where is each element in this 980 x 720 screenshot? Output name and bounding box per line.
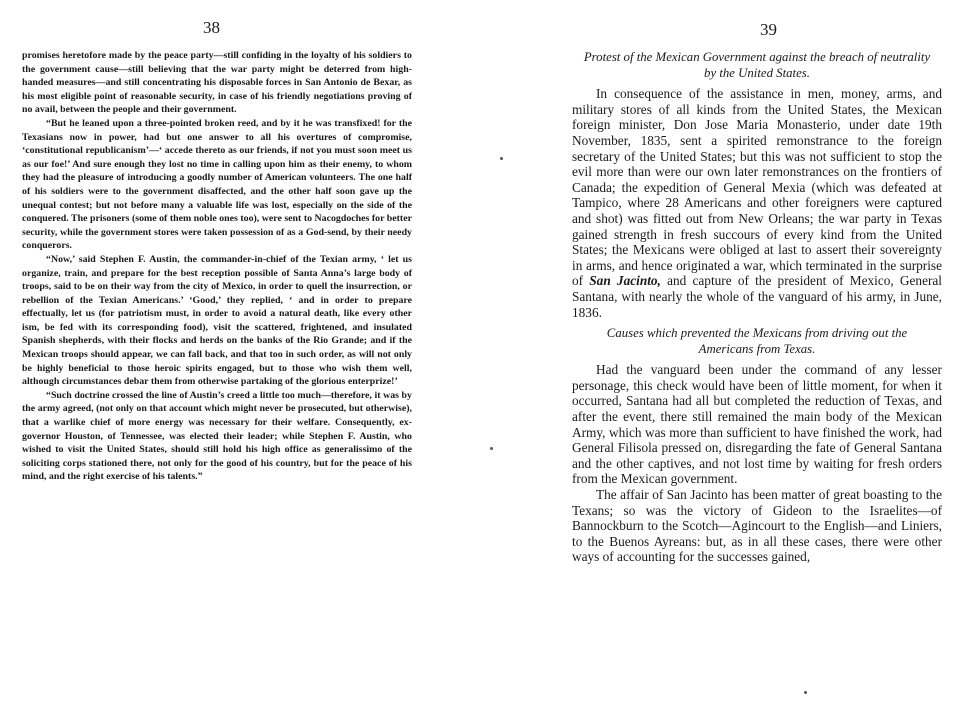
left-page-text — [22, 49, 412, 484]
scan-speck — [500, 157, 503, 160]
paragraph-left-4: “Such doctrine crossed the line of Austin’s creed a little too much—therefore, it was by the army agreed, (not only on that account which might never be prosecuted, but otherwise), that a warlike chief of more energy was necessary for their welfare. Consequently, ex-governor Houston, of Tennessee, was elected their leader; while Stephen F. Austin, who wished to visit the United States, should still hold his high office as generalissimo of the soliciting corps stationed there, not only for the good of his country, but for the peace of his mind, and the right exercise of his talents.” — [22, 389, 412, 483]
paragraph-right-1-text: In consequence of the assistance in men, money, arms, and military stores of all kinds from the United States, the Mexican foreign minister, Don Jose Maria Monasterio, under date 19th November, 1835, sent a spirited remonstrance to the foreign secretary of the United States; but this was not sufficient to stop the evil more than were our own later remonstrances on the frontiers of Canada; the expedition of General Mexia (which was defeated at Tampico, where 28 Americans and other foreigners were captured and shot) was fitted out from New Orleans; the war party in Texas gained strength in fresh succours of every kind from the United States; the Mexicans were obliged at last to assert their sovereignty in arms, and hence originated a war, which terminated in the surprise of — [572, 86, 942, 289]
scan-speck — [490, 447, 493, 450]
page-number-left: 38 — [203, 18, 220, 37]
paragraph-left-2: “But he leaned upon a three-pointed broken reed, and by it he was transfixed! for the Texasians now in power, had but one answer to all his overtures of compromise, ‘constitutional republicanism’—‘ accede thereto as our friends, if not you must soon meet us as our foe!’ And sure enough they lost no time in calling upon him as their enemy, to whom they had the pleasure of introducing a goodly number of American volunteers. The one half of his soldiers were to the government disaffected, and the other half soon gave up the unequal contest; but not before many a valuable life was lost, especially on the side of the conquered. The prisoners (some of them noble ones too), were sent to Nacogdoches for better security, while the government stores were taken possession of as a God-send, by their needy conquerors. — [22, 117, 412, 252]
page-number-right: 39 — [760, 20, 777, 39]
right-page-text — [572, 50, 942, 565]
paragraph-right-2: Had the vanguard been under the command of any lesser personage, this check would have been of little moment, for when it occurred, Santana had all but completed the reduction of Texas, and after the event, there still remained the main body of the Mexican Army, which was more than sufficient to have finished the work, had General Filisola pressed on, disregarding the fate of General Santana and the other captives, and not lost time by waiting for fresh orders from the Mexican government. — [572, 362, 942, 487]
paragraph-left-1: promises heretofore made by the peace party—still confiding in the loyalty of his soldiers to the government cause—still believing that the war party might be deterred from high-handed measures—and still concentrating his disposable forces in San Antonio de Bexar, as his most eligible point of reasonable security, in case of his friendly negotiations proving of no avail, between the people and their government. — [22, 50, 412, 116]
right-page — [490, 0, 980, 720]
paragraph-right-3: The affair of San Jacinto has been matter of great boasting to the Texans; so was the victory of Gideon to the Israelites—of Bannockburn to the Scotch—Agincourt to the English—and Liniers, to the Buenos Ayreans: but, as in all these cases, there were other ways of accounting for the successes gained, — [572, 487, 942, 565]
paragraph-left-3: “Now,’ said Stephen F. Austin, the commander-in-chief of the Texian army, ‘ let us organize, train, and prepare for the best reception possible of Santa Anna’s large body of troops, said to be on their way from the city of Mexico, in order to quell the insurrection, or rebellion of the Texian Americans.’ ‘Good,’ they replied, ‘ and in order to prepare effectually, let us (for patriotism must, in order to avoid a natural death, like every other ism, be fed with its corresponding food), visit the scattered, frightened, and insulated Spanish shepherds, with their flocks and herds on the banks of the Rio Grande; and if the Mexican troops should appear, we can fall back, and that too in such order, as will not only be highly beneficial to those heroic spirits engaged, but to those who wish them well, although circumstances debar them from otherwise partaking of the glorious enterprize!’ — [22, 253, 412, 388]
paragraph-right-1-end: and capture of the president of Mexico, General Santana, with nearly the whole of the vanguard of his army, in June, 1836. — [572, 273, 942, 320]
section-heading-protest: Protest of the Mexican Government against the breach of neutrality by the United States. — [583, 50, 931, 80]
san-jacinto-emphasis: San Jacinto, — [589, 273, 661, 289]
left-page — [0, 0, 470, 720]
scan-speck — [804, 691, 807, 694]
paragraph-right-1 — [572, 86, 942, 320]
section-heading-causes: Causes which prevented the Mexicans from driving out the Americans from Texas. — [606, 326, 908, 356]
